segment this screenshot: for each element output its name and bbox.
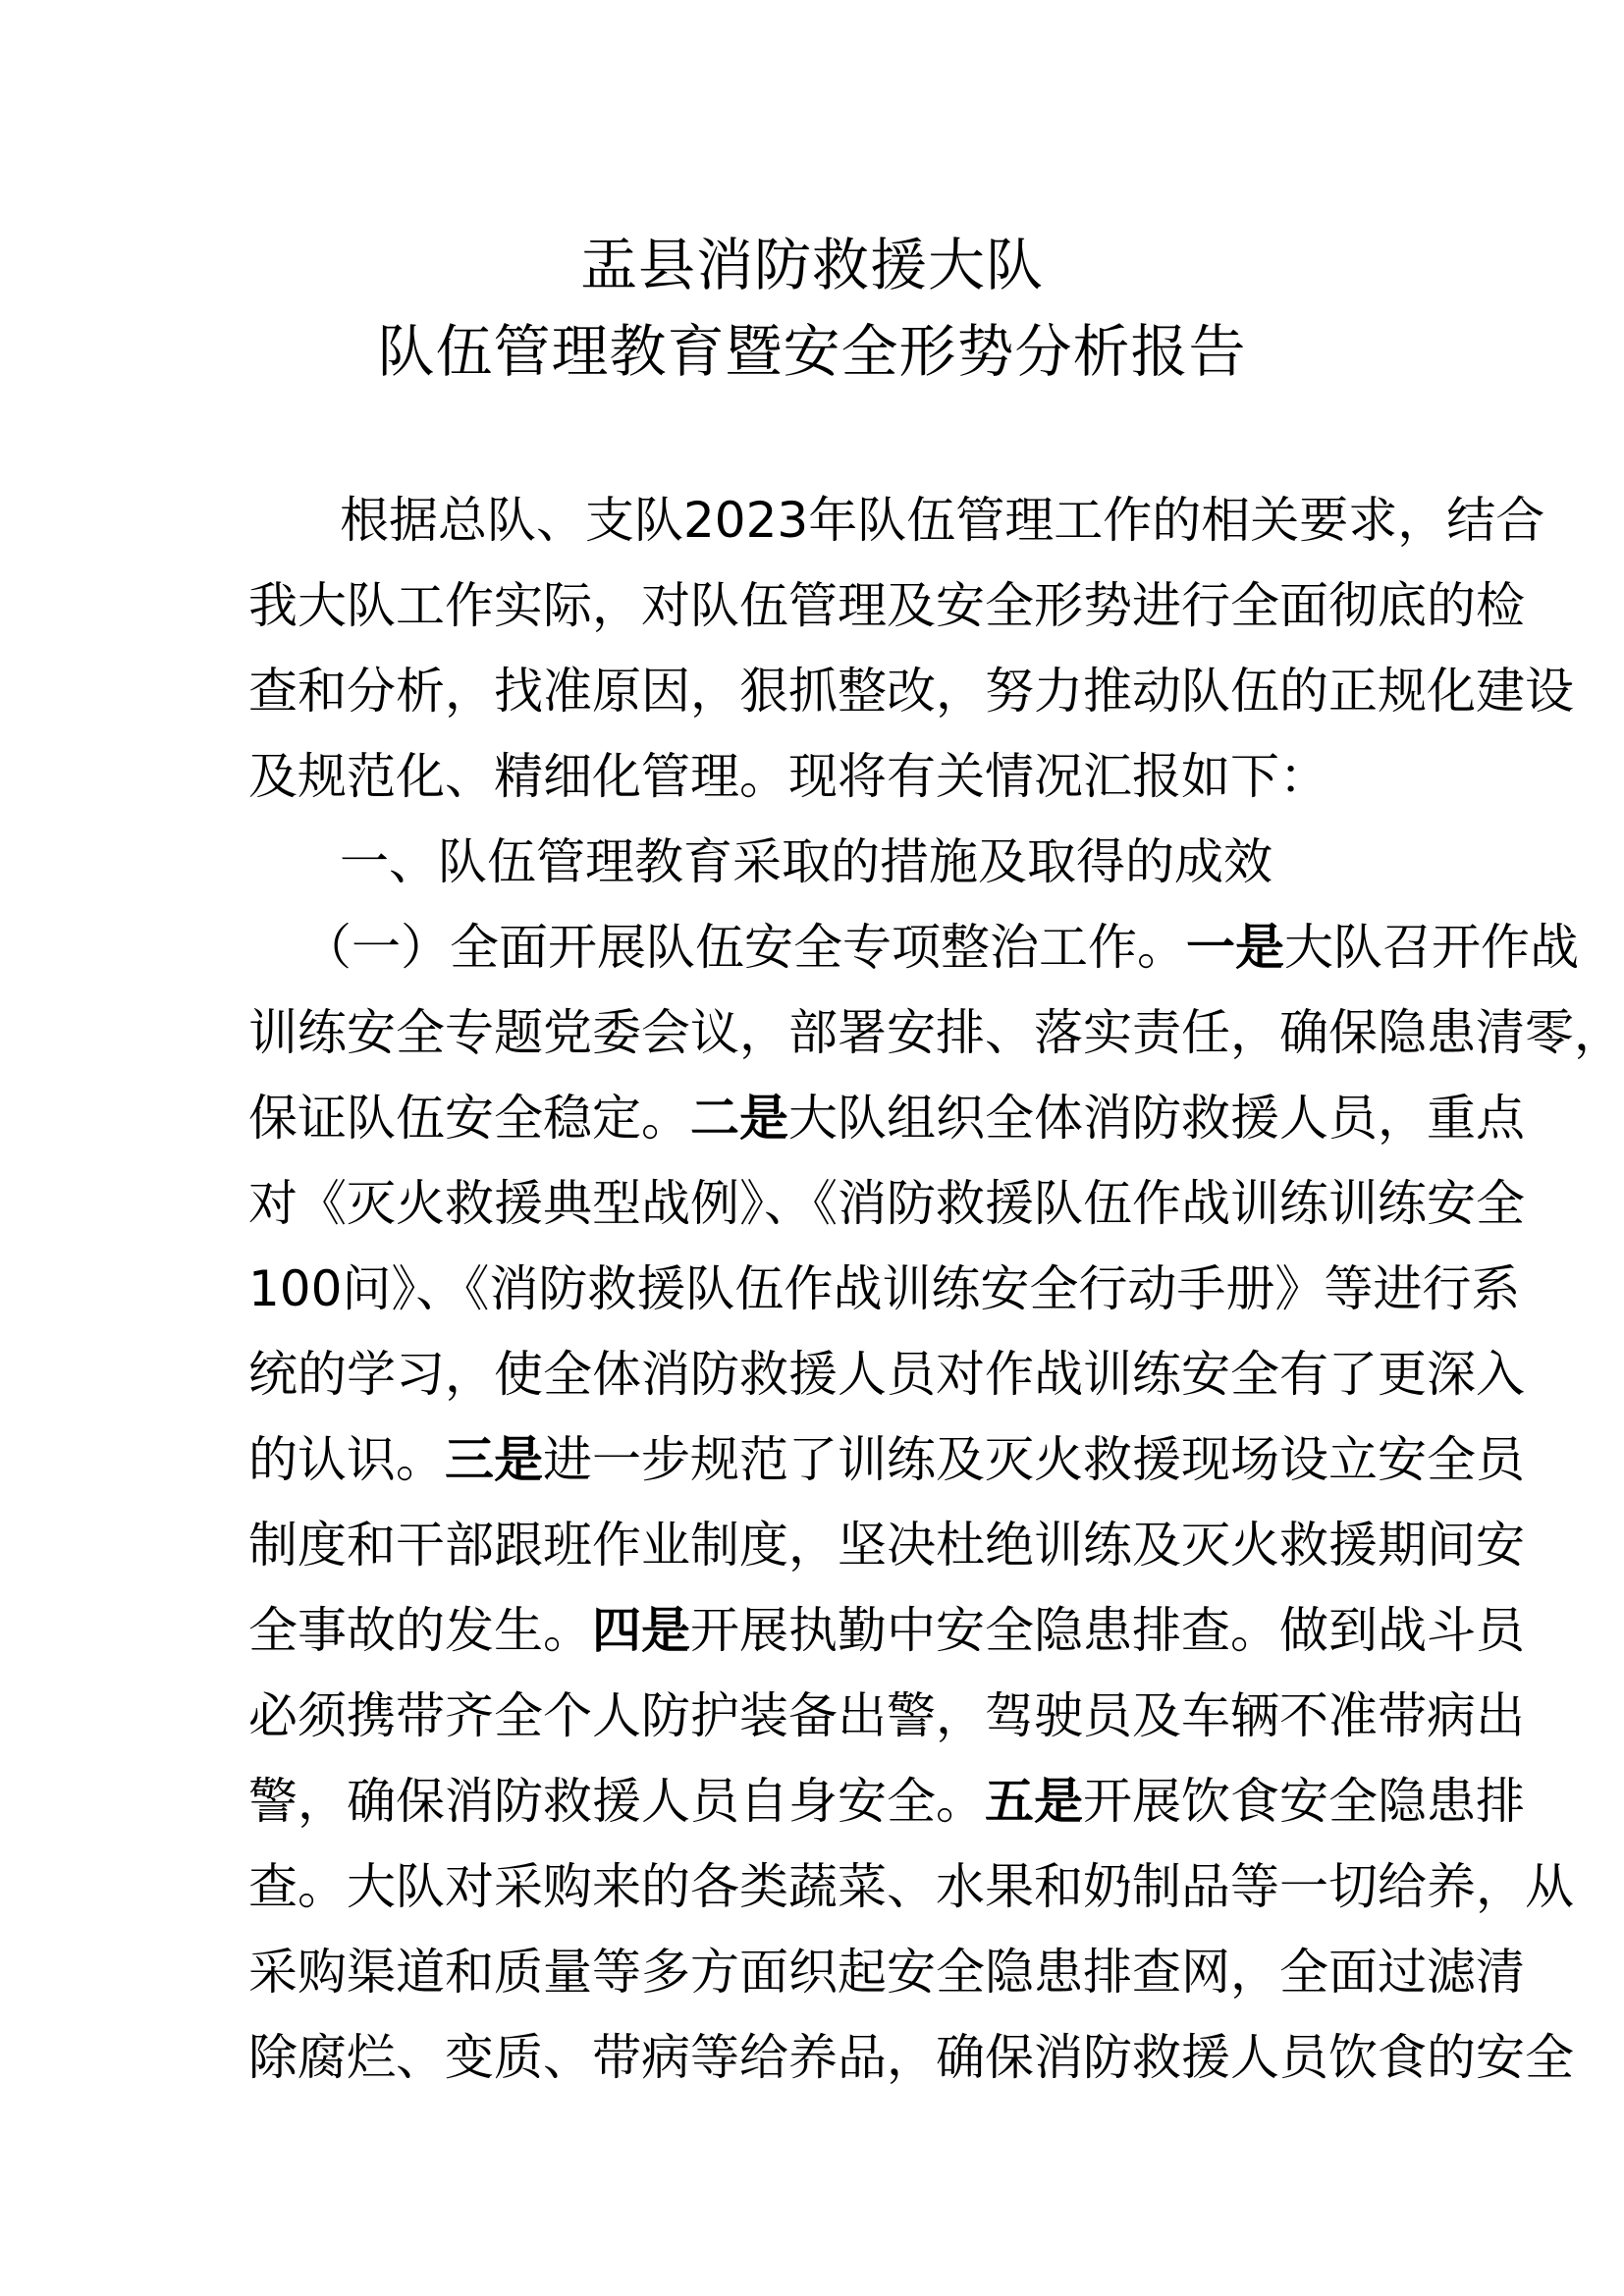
text-segment: 开展执勤中安全隐患排查。做到战斗员: [690, 1602, 1525, 1659]
document-body: [248, 478, 1623, 2101]
text-segment: 采购渠道和质量等多方面织起安全隐患排查网，全面过滤清: [248, 1944, 1525, 2001]
bold-lead-text: 四是: [592, 1602, 690, 1659]
text-segment: 查。大队对采购来的各类蔬菜、水果和奶制品等一切给养，从: [248, 1858, 1574, 1915]
text-segment: 及规范化、精细化管理。现将有关情况汇报如下：: [248, 748, 1328, 805]
text-line: [248, 990, 1623, 1076]
text-segment: 大队召开作战: [1284, 919, 1579, 976]
bold-lead-text: 五是: [985, 1773, 1083, 1830]
text-line: [248, 905, 1579, 990]
text-segment: 警，确保消防救援人员自身安全。: [248, 1773, 985, 1830]
text-line: [248, 1076, 1525, 1161]
text-segment: 100问》、《消防救援队伍作战训练安全行动手册》等进行系: [248, 1260, 1521, 1317]
text-segment: 训练安全专题党委会议，部署安排、落实责任，确保隐患清零，: [248, 1004, 1623, 1061]
text-segment: 保证队伍安全稳定。: [248, 1090, 690, 1147]
text-line: [248, 1417, 1525, 1503]
bold-lead-text: 二是: [690, 1090, 788, 1147]
text-segment: 除腐烂、变质、带病等给养品，确保消防救援人员饮食的安全: [248, 2029, 1574, 2086]
text-segment: （一）全面开展队伍安全专项整治工作。: [302, 919, 1186, 976]
text-line: [248, 563, 1525, 649]
text-line: [248, 734, 1392, 820]
document-title-line-2: 队伍管理教育暨安全形势分析报告: [377, 318, 1247, 385]
text-segment: 对《灭火救援典型战例》、《消防救援队伍作战训练训练安全: [248, 1175, 1525, 1232]
text-line: [248, 1588, 1525, 1674]
text-line: [248, 1247, 1521, 1332]
text-segment: 进一步规范了训练及灭火救援现场设立安全员: [543, 1431, 1525, 1488]
text-line: [248, 1674, 1525, 1759]
text-line: [248, 1844, 1574, 1930]
text-segment: 根据总队、支队2023年队伍管理工作的相关要求，结合: [340, 492, 1545, 549]
text-line: [248, 649, 1574, 734]
bold-lead-text: 三是: [445, 1431, 543, 1488]
text-line: [248, 1930, 1525, 2015]
text-segment: 全事故的发生。: [248, 1602, 592, 1659]
text-segment: 统的学习，使全体消防救援人员对作战训练安全有了更深入: [248, 1346, 1525, 1403]
text-line: [248, 1759, 1525, 1844]
text-segment: 大队组织全体消防救援人员，重点: [788, 1090, 1525, 1147]
text-segment: 开展饮食安全隐患排: [1083, 1773, 1525, 1830]
text-line: [248, 1332, 1525, 1417]
text-segment: 必须携带齐全个人防护装备出警，驾驶员及车辆不准带病出: [248, 1687, 1525, 1744]
text-line: [248, 478, 1545, 563]
text-line: [248, 2015, 1574, 2101]
text-segment: 查和分析，找准原因，狠抓整改，努力推动队伍的正规化建设: [248, 663, 1574, 720]
text-line: [248, 1161, 1525, 1247]
text-segment: 我大队工作实际，对队伍管理及安全形势进行全面彻底的检: [248, 577, 1525, 634]
bold-lead-text: 一是: [1186, 919, 1284, 976]
text-segment: 一、队伍管理教育采取的措施及取得的成效: [340, 833, 1272, 890]
text-segment: 的认识。: [248, 1431, 445, 1488]
text-line: [248, 1503, 1525, 1588]
document-title-line-1: 盂县消防救援大队: [579, 232, 1044, 298]
text-segment: 制度和干部跟班作业制度，坚决杜绝训练及灭火救援期间安: [248, 1517, 1525, 1574]
text-line: [248, 820, 1392, 905]
